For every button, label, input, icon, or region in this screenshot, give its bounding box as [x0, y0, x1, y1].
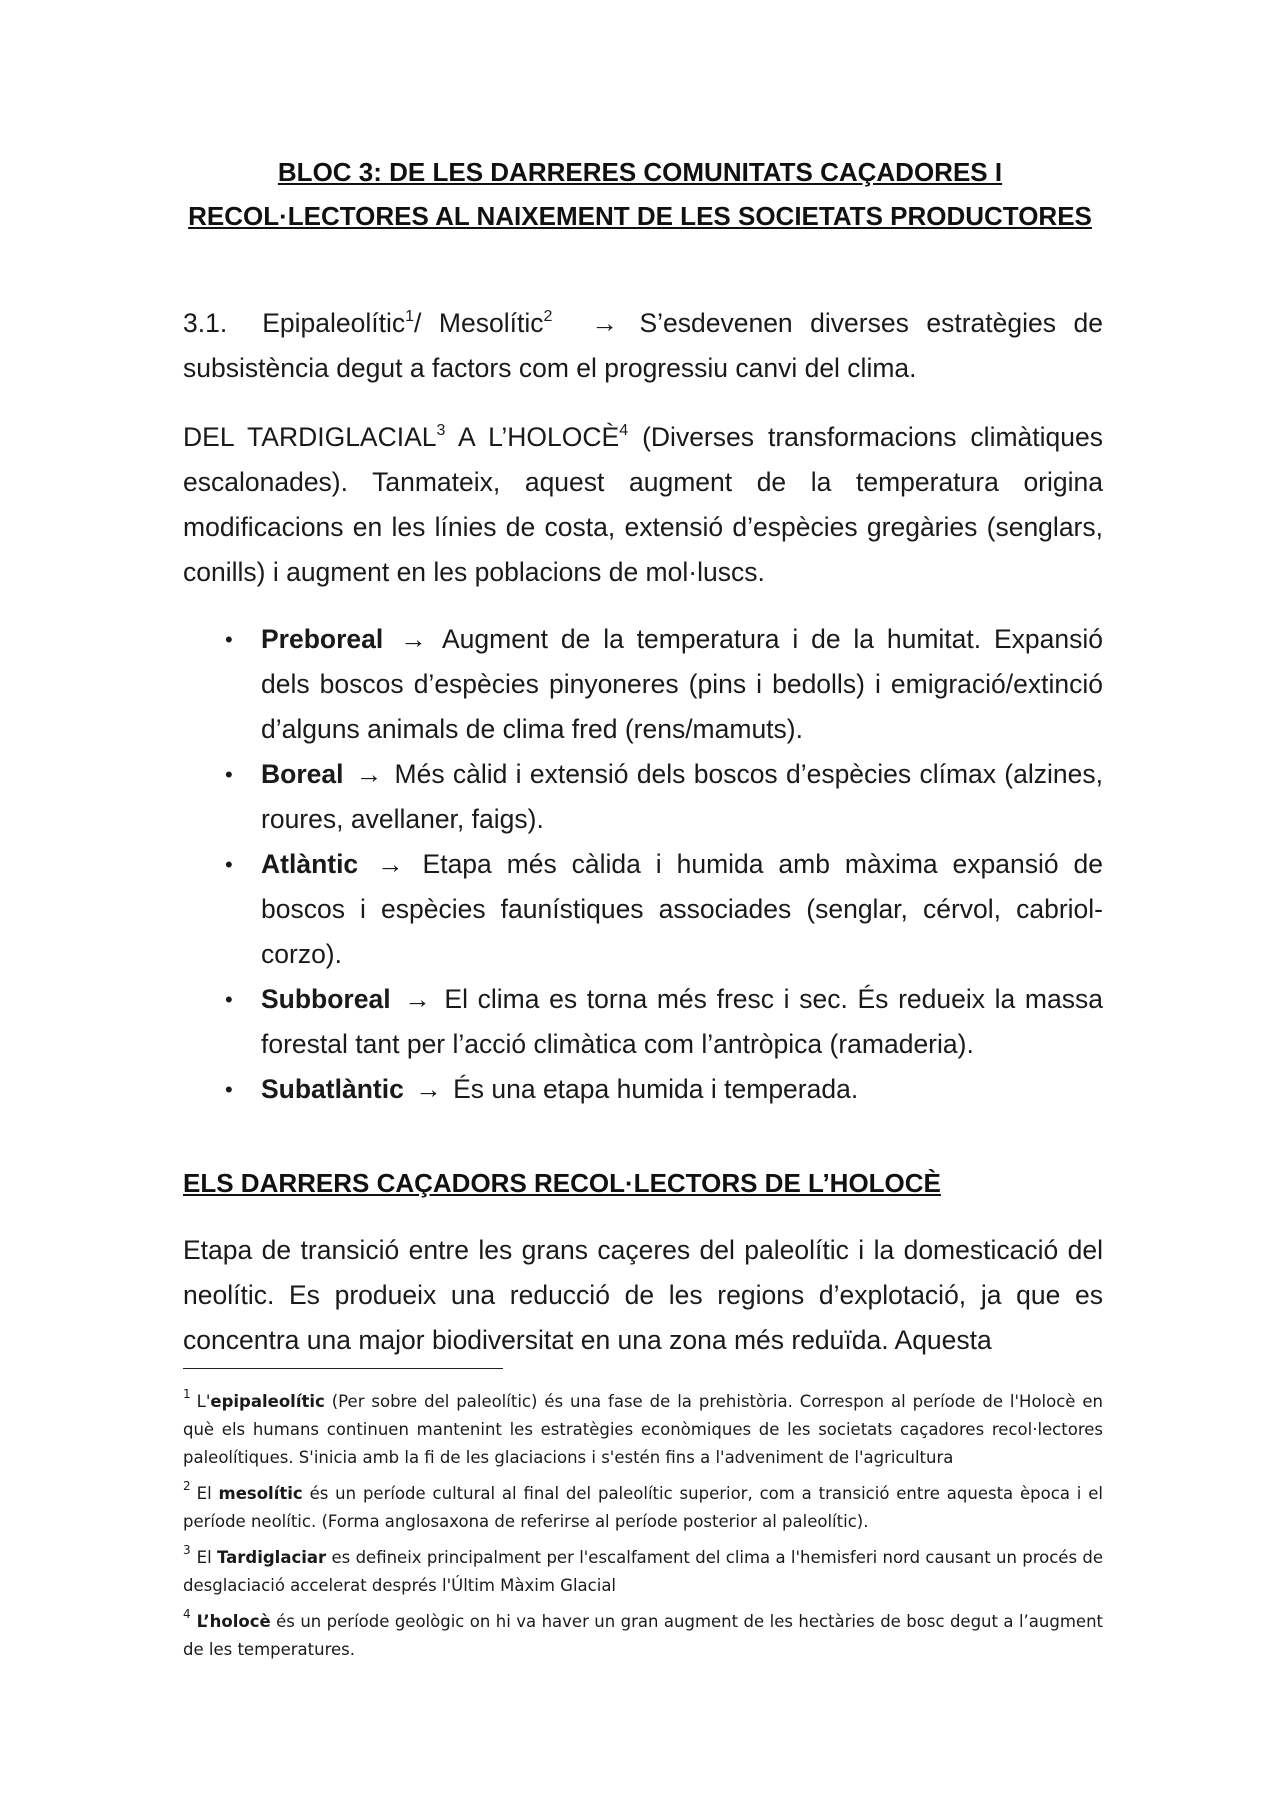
footnote-prefix: L': [196, 1392, 211, 1411]
holocene-text: A L’HOLOCÈ: [457, 422, 620, 452]
footnote-term: L’holocè: [196, 1612, 271, 1631]
section-text: S’esdevenen diverses estratègies de subsistència degut a factors com el progressiu canvi del clima.: [183, 308, 1103, 383]
bullet-icon: •: [225, 1077, 233, 1102]
footnote-ref-1[interactable]: 1: [405, 308, 415, 325]
section-number: 3.1.: [183, 308, 228, 338]
climate-paragraph: [183, 415, 1103, 595]
title-line-2: RECOL·LECTORES AL NAIXEMENT DE LES SOCIETATS PRODUCTORES: [188, 201, 1092, 231]
footnote-number: 4: [183, 1607, 191, 1621]
phase-term: Boreal: [261, 759, 344, 789]
arrow-icon: →: [591, 308, 618, 338]
bullet-icon: •: [225, 852, 233, 877]
phase-text: Etapa més càlida i humida amb màxima expansió de boscos i espècies faunístiques associades (senglar, cérvol, cabriol-corzo).: [261, 849, 1104, 969]
arrow-icon: →: [400, 624, 427, 654]
footnotes: [183, 1380, 1103, 1664]
holocene-paragraph: Etapa de transició entre les grans caçeres del paleolític i la domesticació del neolític. Es produeix una reducció de les regions d’explotació, ja que es concentra una major biodiversitat en una zona més reduïda. Aquesta: [183, 1235, 1103, 1355]
footnote-ref-4[interactable]: 4: [619, 422, 629, 439]
footnote-number: 3: [183, 1543, 191, 1557]
footnote-prefix: El: [196, 1548, 217, 1567]
arrow-icon: →: [377, 849, 404, 879]
footnote-4: [183, 1600, 1103, 1664]
footnote-text: és un període geològic on hi va haver un gran augment de les hectàries de bosc degut a l’augment de les temperatures.: [183, 1612, 1103, 1659]
bullet-icon: •: [225, 987, 233, 1012]
phase-text: Més càlid i extensió dels boscos d’espècies clímax (alzines, roures, avellaner, faigs).: [261, 759, 1103, 834]
footnote-divider: [183, 1368, 503, 1369]
climate-phases-list: [183, 617, 1103, 1112]
phase-term: Subboreal: [261, 984, 391, 1014]
footnote-term: mesolític: [218, 1484, 303, 1503]
footnote-number: 1: [183, 1387, 191, 1401]
section-heading: ELS DARRERS CAÇADORS RECOL·LECTORS DE L’HOLOCÈ: [183, 1168, 941, 1198]
section-paragraph: [183, 301, 1103, 391]
bullet-icon: •: [225, 762, 233, 787]
term-epipaleolitic: Epipaleolític: [262, 308, 406, 338]
arrow-icon: →: [415, 1074, 442, 1104]
phase-term: Preboreal: [261, 624, 384, 654]
list-item-subboreal: [183, 977, 1103, 1067]
climate-text: (Diverses transformacions climàtiques escalonades). Tanmateix, aquest augment de la temperatura origina modificacions en les línies de costa, extensió d’espècies gregàries (senglars, conills) i augment en les poblacions de mol·luscs.: [183, 422, 1103, 587]
footnote-text: (Per sobre del paleolític) és una fase de la prehistòria. Correspon al període de l'Holocè en què els humans continuen mantenint les estratègies econòmiques de les societats caçadores recol·lectores paleolítiques. S'inicia amb la fi de les glaciacions i s'estén fins a l'adveniment de l'agricultura: [183, 1392, 1103, 1467]
footnote-3: [183, 1536, 1103, 1600]
phase-term: Subatlàntic: [261, 1074, 404, 1104]
term-mesolitic: Mesolític: [438, 308, 544, 338]
phase-text: Augment de la temperatura i de la humitat. Expansió dels boscos d’espècies pinyoneres (pins i bedolls) i emigració/extinció d’alguns animals de clima fred (rens/mamuts).: [261, 624, 1103, 744]
list-item-preboreal: [183, 617, 1103, 752]
footnote-ref-2[interactable]: 2: [543, 308, 553, 325]
tardiglacial-text: DEL TARDIGLACIAL: [183, 422, 437, 452]
list-item-boreal: [183, 752, 1103, 842]
footnote-ref-3[interactable]: 3: [436, 422, 446, 439]
footnote-1: [183, 1380, 1103, 1472]
footnote-text: és un període cultural al final del paleolític superior, com a transició entre aquesta època i el període neolític. (Forma anglosaxona de referirse al període posterior al paleolític).: [183, 1484, 1103, 1531]
list-item-atlantic: [183, 842, 1103, 977]
footnote-text: es defineix principalment per l'escalfament del clima a l'hemisferi nord causant un procés de desglaciació accelerat després l'Últim Màxim Glacial: [183, 1548, 1103, 1595]
footnote-term: Tardiglaciar: [216, 1548, 327, 1567]
footnote-2: [183, 1472, 1103, 1536]
list-item-subatlantic: [183, 1067, 1103, 1112]
footnote-term: epipaleolític: [210, 1392, 325, 1411]
page-title: [180, 150, 1100, 238]
arrow-icon: →: [404, 984, 431, 1014]
phase-term: Atlàntic: [261, 849, 359, 879]
slash: /: [414, 308, 422, 338]
bullet-icon: •: [225, 627, 233, 652]
phase-text: És una etapa humida i temperada.: [453, 1074, 859, 1104]
title-line-1: BLOC 3: DE LES DARRERES COMUNITATS CAÇADORES I: [277, 157, 1003, 187]
phase-text: El clima es torna més fresc i sec. És redueix la massa forestal tant per l’acció climàtica com l’antròpica (ramaderia).: [261, 984, 1103, 1059]
footnote-prefix: El: [196, 1484, 219, 1503]
arrow-icon: →: [355, 759, 383, 789]
footnote-number: 2: [183, 1479, 191, 1493]
